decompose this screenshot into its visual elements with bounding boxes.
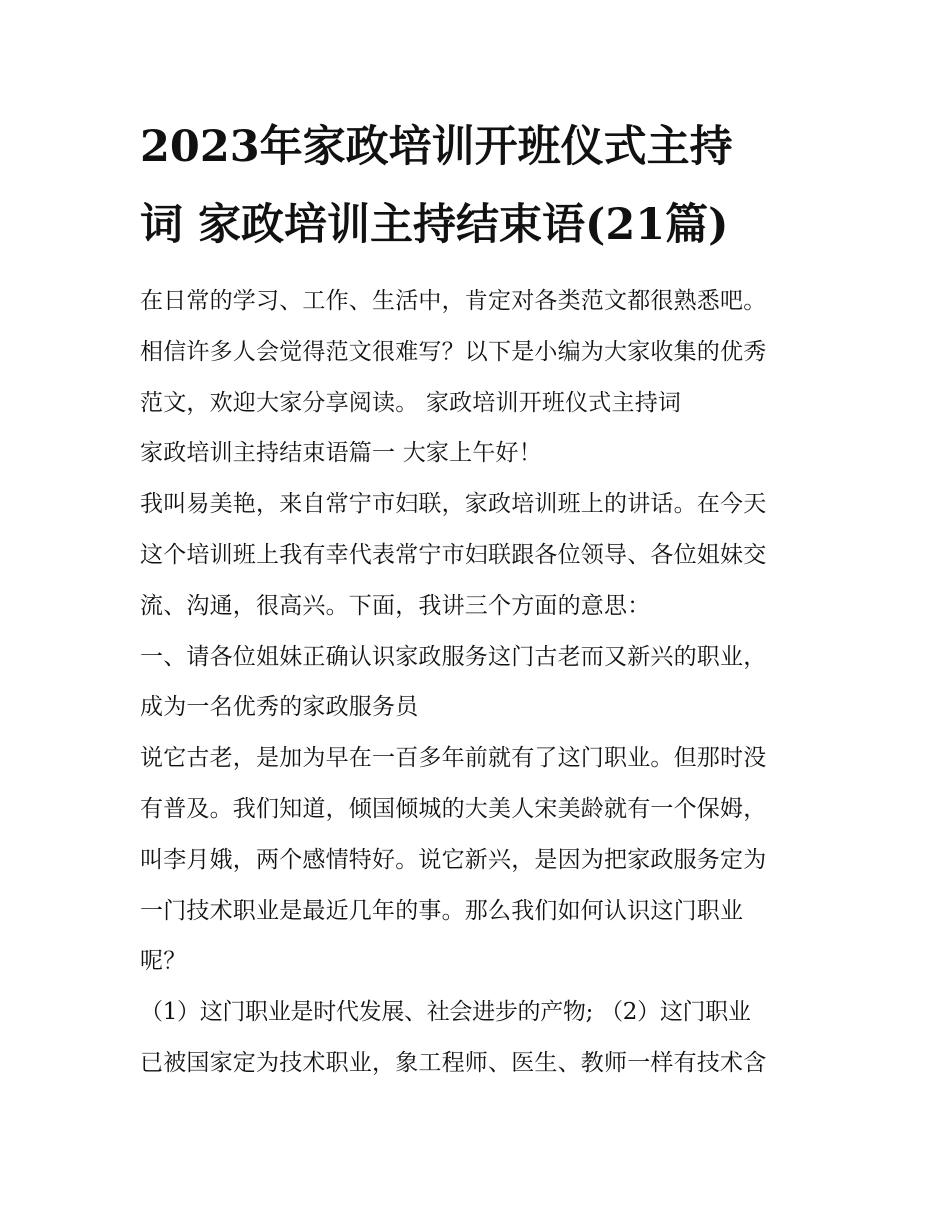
body-line: 成为一名优秀的家政服务员 bbox=[140, 694, 419, 721]
document-body bbox=[140, 276, 820, 1089]
document-title bbox=[140, 108, 820, 264]
body-line: （1）这门职业是时代发展、社会进步的产物; （2）这门职业 bbox=[140, 999, 751, 1026]
body-line: 在日常的学习、工作、生活中，肯定对各类范文都很熟悉吧。 bbox=[140, 288, 767, 314]
body-line: 相信许多人会觉得范文很难写？以下是小编为大家收集的优秀 bbox=[140, 338, 767, 365]
body-line: 一、请各位姐妹正确认识家政服务这门古老而又新兴的职业， bbox=[140, 643, 767, 670]
body-line: 叫李月娥，两个感情特好。说它新兴，是因为把家政服务定为 bbox=[140, 846, 767, 873]
body-line: 有普及。我们知道，倾国倾城的大美人宋美龄就有一个保姆， bbox=[140, 795, 767, 822]
body-line: 一门技术职业是最近几年的事。那么我们如何认识这门职业 bbox=[140, 897, 744, 924]
body-line: 范文，欢迎大家分享阅读。 家政培训开班仪式主持词 bbox=[140, 389, 682, 416]
body-line: 我叫易美艳，来自常宁市妇联，家政培训班上的讲话。在今天 bbox=[140, 491, 767, 518]
body-line: 家政培训主持结束语篇一 大家上午好！ bbox=[140, 440, 542, 467]
body-line: 已被国家定为技术职业，象工程师、医生、教师一样有技术含 bbox=[140, 1049, 767, 1076]
body-line: 呢？ bbox=[140, 948, 187, 975]
body-line: 这个培训班上我有幸代表常宁市妇联跟各位领导、各位姐妹交 bbox=[140, 541, 767, 568]
body-line: 流、沟通，很高兴。下面，我讲三个方面的意思： bbox=[140, 592, 651, 619]
title-line-1: 2023年家政培训开班仪式主持 bbox=[140, 122, 733, 172]
title-line-2: 词 家政培训主持结束语(21篇) bbox=[140, 200, 729, 250]
body-line: 说它古老，是加为早在一百多年前就有了这门职业。但那时没 bbox=[140, 745, 767, 772]
